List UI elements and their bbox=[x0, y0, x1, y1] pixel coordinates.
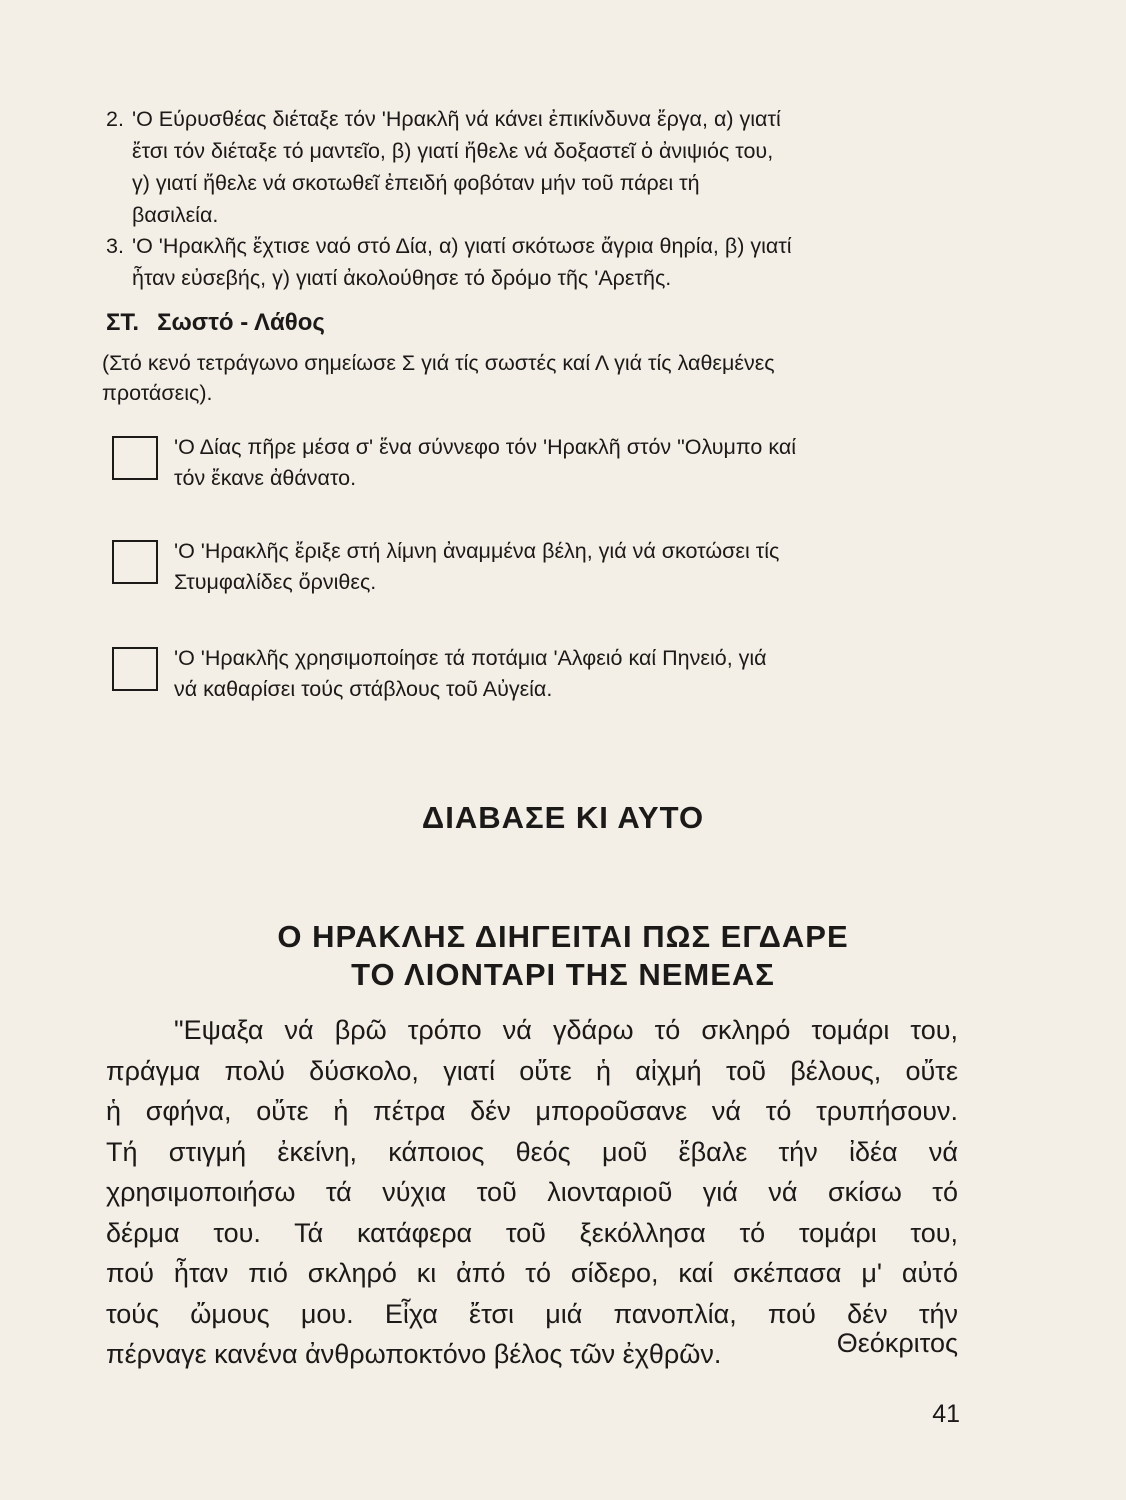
story-line: Τή στιγμή ἐκείνη, κάποιος θεός μοῦ ἔβαλε τήν ἰδέα νά bbox=[106, 1136, 958, 1167]
instruction-line: (Στό κενό τετράγωνο σημείωσε Σ γιά τίς σωστές καί Λ γιά τίς λαθεμένες bbox=[102, 351, 775, 375]
story-line: πράγμα πολύ δύσκολο, γιατί οὔτε ἡ αἰχμή τοῦ βέλους, οὔτε bbox=[106, 1055, 958, 1086]
story-line: "Εψαξα νά βρῶ τρόπο νά γδάρω τό σκληρό τομάρι του, bbox=[174, 1015, 958, 1045]
statement-text: 'Ο 'Ηρακλῆς ἔριξε στή λίμνη ἀναμμένα βέλη, γιά νά σκοτώσει τίς Στυμφαλίδες ὄρνιθες. bbox=[174, 539, 780, 594]
statement-text: 'Ο Δίας πῆρε μέσα σ' ἕνα σύννεφο τόν 'Ηρακλῆ στόν "Ολυμπο καί τόν ἔκανε ἀθάνατο. bbox=[174, 435, 797, 490]
section-label: ΣΤ. bbox=[106, 309, 140, 336]
question-3 bbox=[106, 230, 956, 294]
section-instruction bbox=[102, 348, 962, 408]
answer-checkbox[interactable] bbox=[112, 540, 158, 584]
section-heading: Σωστό - Λάθος bbox=[157, 309, 325, 336]
story-title-line: Ο ΗΡΑΚΛΗΣ ΔΙΗΓΕΙΤΑΙ ΠΩΣ ΕΓΔΑΡΕ bbox=[277, 919, 849, 954]
question-number: 3. bbox=[106, 234, 124, 258]
author-name: Θεόκριτος bbox=[836, 1328, 958, 1358]
question-line: ἦταν εὐσεβής, γ) γιατί ἀκολούθησε τό δρόμο τῆς 'Αρετῆς. bbox=[132, 266, 672, 290]
question-line: βασιλεία. bbox=[132, 203, 219, 227]
answer-checkbox[interactable] bbox=[112, 647, 158, 691]
question-line: 2. 'Ο Εύρυσθέας διέταξε τόν 'Ηρακλῆ νά κάνει ἐπικίνδυνα ἔργα, α) γιατί bbox=[106, 103, 956, 135]
question-line: ἔτσι τόν διέταξε τό μαντεῖο, β) γιατί ἤθελε νά δοξαστεῖ ὁ ἀνιψιός του, bbox=[132, 139, 774, 163]
answer-checkbox[interactable] bbox=[112, 436, 158, 480]
statement-text: 'Ο 'Ηρακλῆς χρησιμοποίησε τά ποτάμια 'Αλφειό καί Πηνειό, γιά νά καθαρίσει τούς στάβλους τοῦ Αὐγεία. bbox=[174, 646, 767, 701]
question-2 bbox=[106, 103, 956, 231]
page-number: 41 bbox=[932, 1400, 960, 1428]
story-title-line: ΤΟ ΛΙΟΝΤΑΡΙ ΤΗΣ ΝΕΜΕΑΣ bbox=[351, 957, 775, 992]
instruction-line: προτάσεις). bbox=[102, 381, 213, 405]
question-line: γ) γιατί ἤθελε νά σκοτωθεῖ ἐπειδή φοβόταν μήν τοῦ πάρει τή bbox=[132, 171, 700, 195]
story-text bbox=[106, 1010, 958, 1375]
story-line: τούς ὤμους μου. Εἶχα ἔτσι μιά πανοπλία, πού δέν τήν bbox=[106, 1298, 958, 1329]
story-line: πού ἦταν πιό σκληρό κι ἀπό τό σίδερο, καί σκέπασα μ' αὐτό bbox=[106, 1258, 958, 1288]
story-title bbox=[0, 918, 1126, 994]
question-number: 2. bbox=[106, 107, 124, 131]
question-line: 3. 'Ο 'Ηρακλῆς ἔχτισε ναό στό Δία, α) γιατί σκότωσε ἄγρια θηρία, β) γιατί bbox=[106, 230, 956, 262]
read-also-heading: ΔΙΑΒΑΣΕ ΚΙ ΑΥΤΟ bbox=[421, 800, 705, 835]
story-line: πέρναγε κανένα ἀνθρωποκτόνο βέλος τῶν ἐχθρῶν. bbox=[106, 1339, 722, 1369]
story-line: δέρμα του. Τά κατάφερα τοῦ ξεκόλλησα τό τομάρι του, bbox=[106, 1217, 958, 1248]
story-line: χρησιμοποιήσω τά νύχια τοῦ λιονταριοῦ γιά νά σκίσω τό bbox=[106, 1177, 958, 1207]
section-title bbox=[106, 309, 325, 337]
story-line: ἡ σφήνα, οὔτε ἡ πέτρα δέν μποροῦσανε νά τό τρυπήσουν. bbox=[106, 1096, 958, 1126]
